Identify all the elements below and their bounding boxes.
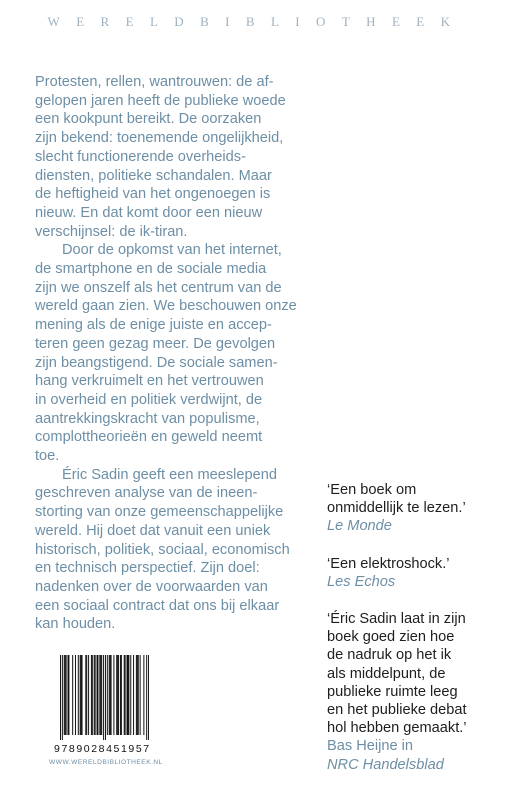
barcode-bar [148, 655, 149, 740]
text-line: Éric Sadin geeft een meeslepend [62, 466, 277, 483]
barcode-bar [130, 655, 131, 735]
barcode-bar [91, 655, 92, 735]
quote-nrc [327, 610, 507, 774]
barcode-bar [80, 655, 81, 735]
text-line: wereld. Hij doet dat vanuit een uniek [35, 522, 271, 539]
text-line: aantrekkingskracht van populisme, [35, 410, 260, 427]
text-line: wereld gaan zien. We beschouwen onze [35, 298, 297, 315]
text-line: zijn beangstigend. De sociale samen- [35, 354, 278, 371]
quote-line: als middelpunt, de [327, 665, 446, 682]
barcode-bar [111, 655, 112, 735]
barcode-bar [66, 655, 67, 735]
barcode-bar [125, 655, 126, 735]
text-line: in overheid en politiek verdwijnt, de [35, 391, 263, 408]
text-line: de smartphone en de sociale media [35, 261, 267, 278]
barcode-bar [136, 655, 137, 735]
text-line: Protesten, rellen, wantrouwen: de af- [35, 74, 274, 90]
barcode-bar [86, 655, 87, 735]
text-line: diensten, politieke schandalen. Maar [35, 167, 272, 184]
barcode-bar [117, 655, 118, 735]
blurb-paragraph-2 [35, 241, 313, 465]
text-line: geschreven analyse van de ineen- [35, 485, 258, 502]
barcode-bar [113, 655, 114, 735]
press-quotes [327, 481, 507, 793]
blurb-paragraph-1 [35, 73, 313, 241]
text-line: slecht functionerende overheids- [35, 148, 246, 165]
barcode-bar [82, 655, 83, 735]
barcode-bar [95, 655, 96, 735]
text-line: toe. [35, 448, 60, 465]
text-line: de heftigheid van het ongenoegen is [35, 186, 271, 203]
text-line: een sociaal contract dat ons bij elkaar [35, 597, 280, 614]
text-line: historisch, politiek, sociaal, economisch [35, 541, 290, 558]
barcode-bar [105, 655, 106, 740]
text-line: zijn bekend: toenemende ongelijkheid, [35, 130, 284, 147]
quote-source: NRC Handelsblad [327, 756, 444, 773]
barcode-bar [124, 655, 125, 735]
barcode-bar [62, 655, 63, 740]
barcode-bar [146, 655, 147, 740]
quote-les-echos [327, 555, 507, 591]
barcode-bar [109, 655, 110, 735]
text-line: gelopen jaren heeft de publieke woede [35, 92, 286, 109]
isbn-number: 9789028451957 [54, 743, 151, 755]
barcode-bar [137, 655, 138, 735]
quote-line: hol hebben gemaakt.’ [327, 720, 467, 737]
text-line: mening als de enige juiste en accep- [35, 317, 272, 334]
quote-line: onmiddellijk te lezen.’ [327, 500, 466, 517]
text-line: nadenken over de voorwaarden van [35, 578, 268, 595]
barcode-bar [127, 655, 128, 735]
barcode-bar [120, 655, 121, 735]
barcode-bar [97, 655, 98, 735]
barcode-bar [121, 655, 122, 735]
barcode-bar [118, 655, 119, 735]
barcode-bar [140, 655, 141, 735]
barcode-bar [78, 655, 79, 735]
quote-line: ‘Éric Sadin laat in zijn [327, 611, 466, 628]
barcode-bar [103, 655, 104, 740]
barcode-bar [116, 655, 117, 735]
barcode-bar [101, 655, 102, 735]
blurb-text [35, 73, 313, 634]
barcode-bar [88, 655, 89, 735]
barcode-bar [75, 655, 76, 735]
text-line: een kookpunt bereikt. De oorzaken [35, 111, 262, 128]
text-line: Door de opkomst van het internet, [62, 242, 282, 259]
barcode [60, 655, 149, 740]
text-line: teren geen gezag meer. De gevolgen [35, 335, 276, 352]
barcode-bar [99, 655, 100, 735]
quote-source: Les Echos [327, 573, 396, 590]
quote-line: ‘Een elektroshock.’ [327, 555, 450, 572]
barcode-bar [65, 655, 66, 735]
text-line: verschijnsel: de ik-tiran. [35, 223, 188, 240]
barcode-icon [60, 655, 149, 740]
text-line: nieuw. En dat komt door een nieuw [35, 204, 263, 221]
barcode-bar [72, 655, 73, 735]
barcode-bar [68, 655, 69, 735]
barcode-bar [64, 655, 65, 735]
barcode-bar [133, 655, 134, 735]
barcode-bar [94, 655, 95, 735]
barcode-bar [128, 655, 129, 735]
barcode-bar [67, 655, 68, 735]
text-line: en technisch perspectief. Zijn doel: [35, 560, 260, 577]
text-line: kan houden. [35, 616, 116, 633]
text-line: complottheorieën en geweld neemt [35, 429, 263, 446]
quote-source: Bas Heijne in [327, 738, 413, 755]
quote-line: de nadruk op het ik [327, 647, 452, 664]
barcode-bar [81, 655, 82, 735]
barcode-bar [138, 655, 139, 735]
quote-line: publieke ruimte leeg [327, 683, 458, 700]
barcode-bar [107, 655, 108, 735]
quote-source: Le Monde [327, 518, 392, 535]
barcode-bar [85, 655, 86, 735]
barcode-bar [110, 655, 111, 735]
text-line: storting van onze gemeenschappelijke [35, 504, 284, 521]
barcode-bar [127, 655, 128, 735]
barcode-bar [143, 655, 144, 735]
barcode-bar [97, 655, 98, 735]
quote-line: en het publieke debat [327, 702, 467, 719]
quote-line: boek goed zien hoe [327, 629, 455, 646]
blurb-paragraph-3 [35, 466, 313, 634]
text-line: hang verkruimelt en het vertrouwen [35, 373, 264, 390]
barcode-bar [60, 655, 61, 740]
publisher-website: WWW.WERELDBIBLIOTHEEK.NL [49, 759, 163, 766]
quote-line: ‘Een boek om [327, 482, 417, 498]
text-line: zijn we onszelf als het centrum van de [35, 279, 282, 296]
quote-le-monde [327, 481, 507, 536]
barcode-bar [100, 655, 101, 735]
publisher-name: WERELDBIBLIOTHEEK [47, 14, 467, 29]
barcode-bar [92, 655, 93, 735]
